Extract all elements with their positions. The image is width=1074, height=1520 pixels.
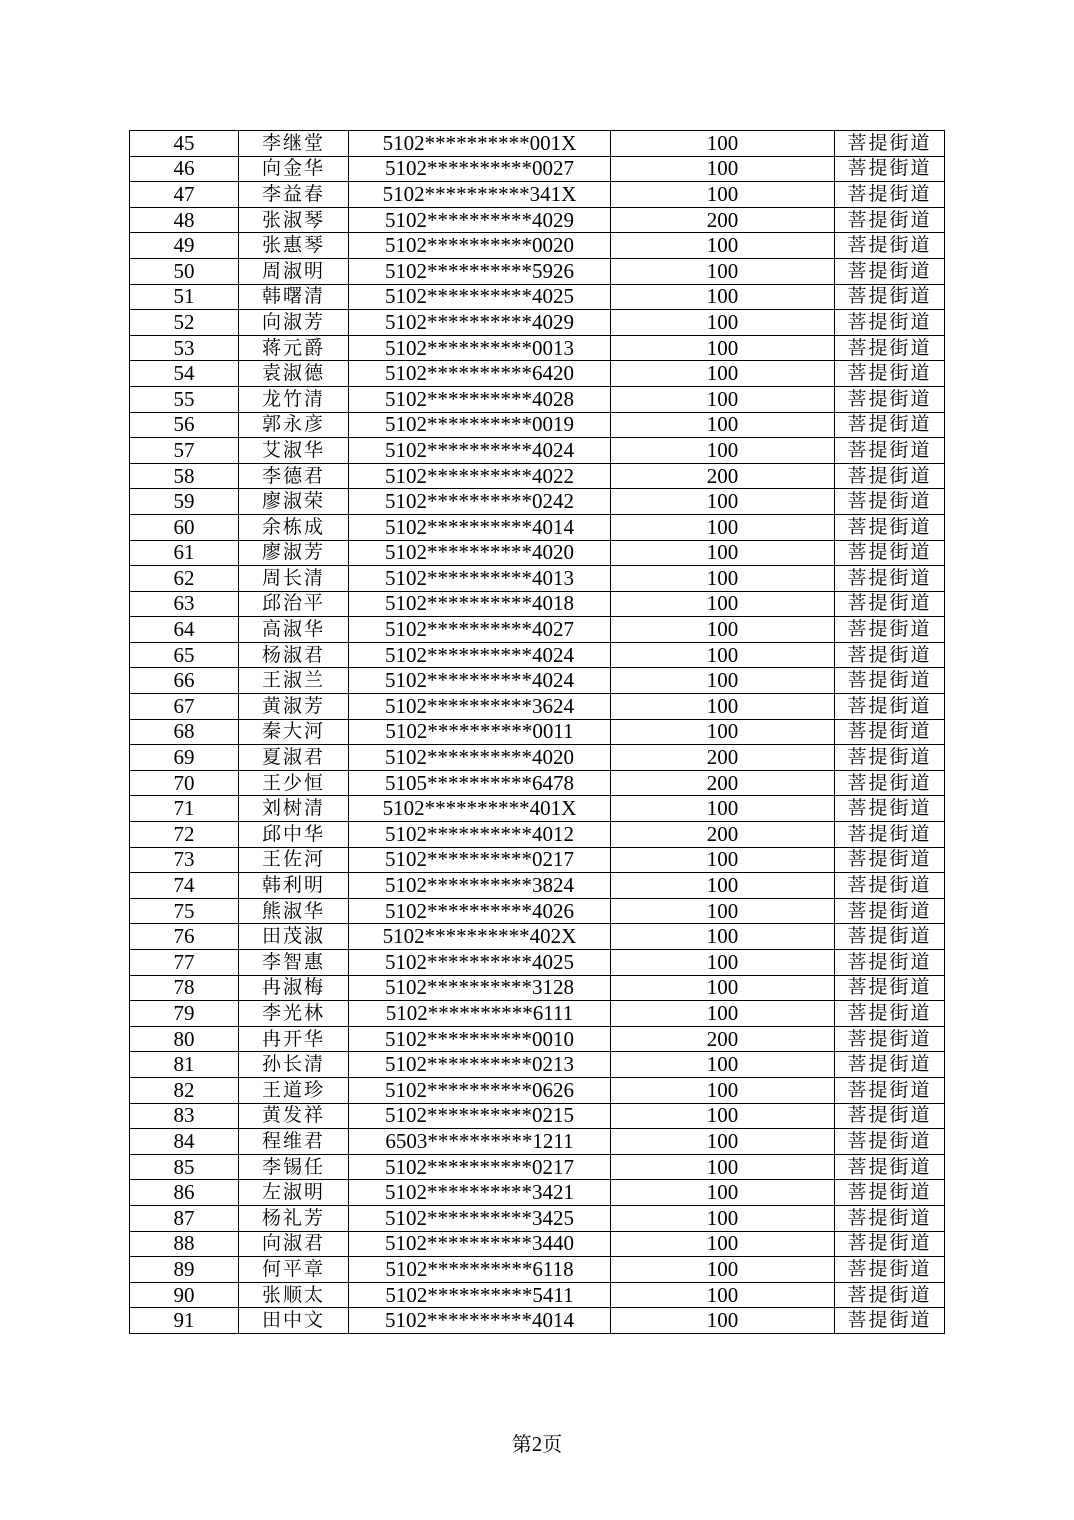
- table-row: [130, 1154, 945, 1180]
- table-row: [130, 642, 945, 668]
- table-row: [130, 463, 945, 489]
- table-row: [130, 514, 945, 540]
- row-number-cell: 50: [130, 258, 239, 284]
- id-number-cell: 5102**********6420: [349, 361, 611, 387]
- id-number-cell: 5102**********4026: [349, 898, 611, 924]
- amount-cell: 100: [611, 1001, 835, 1027]
- amount-cell: 100: [611, 847, 835, 873]
- district-cell: 菩提街道: [835, 540, 945, 566]
- row-number-cell: 73: [130, 847, 239, 873]
- table-row: [130, 1026, 945, 1052]
- person-name-cell: 韩利明: [239, 873, 349, 899]
- id-number-cell: 5102**********4024: [349, 668, 611, 694]
- id-number-cell: 5102**********4013: [349, 566, 611, 592]
- district-cell: 菩提街道: [835, 668, 945, 694]
- table-row: [130, 1052, 945, 1078]
- table-row: [130, 131, 945, 157]
- person-name-cell: 蒋元爵: [239, 335, 349, 361]
- table-row: [130, 1180, 945, 1206]
- person-name-cell: 周长清: [239, 566, 349, 592]
- id-number-cell: 5102**********341X: [349, 182, 611, 208]
- district-cell: 菩提街道: [835, 1103, 945, 1129]
- roster-body: [130, 131, 945, 1334]
- amount-cell: 100: [611, 386, 835, 412]
- amount-cell: 100: [611, 258, 835, 284]
- table-row: [130, 284, 945, 310]
- row-number-cell: 69: [130, 745, 239, 771]
- person-name-cell: 邱治平: [239, 591, 349, 617]
- table-row: [130, 694, 945, 720]
- table-row: [130, 1257, 945, 1283]
- person-name-cell: 杨淑君: [239, 642, 349, 668]
- person-name-cell: 李智惠: [239, 950, 349, 976]
- table-row: [130, 770, 945, 796]
- id-number-cell: 5102**********0027: [349, 156, 611, 182]
- row-number-cell: 82: [130, 1077, 239, 1103]
- person-name-cell: 夏淑君: [239, 745, 349, 771]
- amount-cell: 100: [611, 233, 835, 259]
- amount-cell: 100: [611, 873, 835, 899]
- table-row: [130, 668, 945, 694]
- page-number: 2: [531, 1432, 543, 1456]
- id-number-cell: 5102**********3425: [349, 1205, 611, 1231]
- id-number-cell: 5102**********4028: [349, 386, 611, 412]
- row-number-cell: 78: [130, 975, 239, 1001]
- person-name-cell: 张顺太: [239, 1282, 349, 1308]
- amount-cell: 200: [611, 770, 835, 796]
- id-number-cell: 5102**********0010: [349, 1026, 611, 1052]
- row-number-cell: 65: [130, 642, 239, 668]
- id-number-cell: 5102**********3128: [349, 975, 611, 1001]
- id-number-cell: 5102**********3624: [349, 694, 611, 720]
- district-cell: 菩提街道: [835, 438, 945, 464]
- id-number-cell: 5102**********4014: [349, 1308, 611, 1334]
- person-name-cell: 李德君: [239, 463, 349, 489]
- row-number-cell: 54: [130, 361, 239, 387]
- table-row: [130, 1308, 945, 1334]
- table-row: [130, 873, 945, 899]
- amount-cell: 100: [611, 284, 835, 310]
- row-number-cell: 70: [130, 770, 239, 796]
- table-row: [130, 258, 945, 284]
- amount-cell: 100: [611, 924, 835, 950]
- id-number-cell: 5102**********4020: [349, 745, 611, 771]
- district-cell: 菩提街道: [835, 1231, 945, 1257]
- table-row: [130, 233, 945, 259]
- district-cell: 菩提街道: [835, 1205, 945, 1231]
- person-name-cell: 李继堂: [239, 131, 349, 157]
- id-number-cell: 5102**********402X: [349, 924, 611, 950]
- district-cell: 菩提街道: [835, 463, 945, 489]
- amount-cell: 100: [611, 1308, 835, 1334]
- row-number-cell: 90: [130, 1282, 239, 1308]
- table-row: [130, 617, 945, 643]
- row-number-cell: 48: [130, 207, 239, 233]
- person-name-cell: 艾淑华: [239, 438, 349, 464]
- table-row: [130, 1282, 945, 1308]
- person-name-cell: 杨礼芳: [239, 1205, 349, 1231]
- person-name-cell: 王佐河: [239, 847, 349, 873]
- id-number-cell: 5102**********001X: [349, 131, 611, 157]
- amount-cell: 100: [611, 156, 835, 182]
- amount-cell: 100: [611, 566, 835, 592]
- row-number-cell: 45: [130, 131, 239, 157]
- id-number-cell: 5102**********4025: [349, 950, 611, 976]
- district-cell: 菩提街道: [835, 1154, 945, 1180]
- amount-cell: 100: [611, 668, 835, 694]
- district-cell: 菩提街道: [835, 284, 945, 310]
- row-number-cell: 67: [130, 694, 239, 720]
- person-name-cell: 李光林: [239, 1001, 349, 1027]
- table-row: [130, 489, 945, 515]
- district-cell: 菩提街道: [835, 617, 945, 643]
- row-number-cell: 60: [130, 514, 239, 540]
- district-cell: 菩提街道: [835, 873, 945, 899]
- person-name-cell: 王淑兰: [239, 668, 349, 694]
- person-name-cell: 黄淑芳: [239, 694, 349, 720]
- id-number-cell: 5102**********4027: [349, 617, 611, 643]
- amount-cell: 100: [611, 438, 835, 464]
- row-number-cell: 74: [130, 873, 239, 899]
- amount-cell: 100: [611, 412, 835, 438]
- table-row: [130, 847, 945, 873]
- row-number-cell: 63: [130, 591, 239, 617]
- amount-cell: 100: [611, 617, 835, 643]
- person-name-cell: 李锡任: [239, 1154, 349, 1180]
- person-name-cell: 向金华: [239, 156, 349, 182]
- table-row: [130, 1205, 945, 1231]
- district-cell: 菩提街道: [835, 310, 945, 336]
- row-number-cell: 55: [130, 386, 239, 412]
- district-cell: 菩提街道: [835, 233, 945, 259]
- table-row: [130, 1103, 945, 1129]
- row-number-cell: 51: [130, 284, 239, 310]
- person-name-cell: 冉开华: [239, 1026, 349, 1052]
- district-cell: 菩提街道: [835, 975, 945, 1001]
- district-cell: 菩提街道: [835, 412, 945, 438]
- amount-cell: 100: [611, 796, 835, 822]
- row-number-cell: 84: [130, 1129, 239, 1155]
- district-cell: 菩提街道: [835, 131, 945, 157]
- district-cell: 菩提街道: [835, 924, 945, 950]
- person-name-cell: 张惠琴: [239, 233, 349, 259]
- amount-cell: 100: [611, 1154, 835, 1180]
- page-footer-suffix: 页: [542, 1432, 563, 1456]
- row-number-cell: 53: [130, 335, 239, 361]
- row-number-cell: 88: [130, 1231, 239, 1257]
- district-cell: 菩提街道: [835, 1180, 945, 1206]
- row-number-cell: 89: [130, 1257, 239, 1283]
- person-name-cell: 何平章: [239, 1257, 349, 1283]
- person-name-cell: 黄发祥: [239, 1103, 349, 1129]
- person-name-cell: 孙长清: [239, 1052, 349, 1078]
- table-row: [130, 386, 945, 412]
- amount-cell: 100: [611, 975, 835, 1001]
- amount-cell: 100: [611, 131, 835, 157]
- row-number-cell: 58: [130, 463, 239, 489]
- row-number-cell: 46: [130, 156, 239, 182]
- amount-cell: 100: [611, 335, 835, 361]
- row-number-cell: 47: [130, 182, 239, 208]
- district-cell: 菩提街道: [835, 1257, 945, 1283]
- id-number-cell: 5102**********4022: [349, 463, 611, 489]
- id-number-cell: 5102**********5411: [349, 1282, 611, 1308]
- person-name-cell: 韩曙清: [239, 284, 349, 310]
- id-number-cell: 5102**********4014: [349, 514, 611, 540]
- id-number-cell: 5102**********6118: [349, 1257, 611, 1283]
- row-number-cell: 80: [130, 1026, 239, 1052]
- id-number-cell: 5102**********0626: [349, 1077, 611, 1103]
- table-row: [130, 975, 945, 1001]
- id-number-cell: 5102**********4029: [349, 310, 611, 336]
- id-number-cell: 6503**********1211: [349, 1129, 611, 1155]
- row-number-cell: 64: [130, 617, 239, 643]
- row-number-cell: 77: [130, 950, 239, 976]
- page-footer-prefix: 第: [511, 1432, 532, 1456]
- amount-cell: 100: [611, 1052, 835, 1078]
- id-number-cell: 5102**********4029: [349, 207, 611, 233]
- amount-cell: 100: [611, 1257, 835, 1283]
- id-number-cell: 5102**********0020: [349, 233, 611, 259]
- id-number-cell: 5102**********3440: [349, 1231, 611, 1257]
- district-cell: 菩提街道: [835, 642, 945, 668]
- district-cell: 菩提街道: [835, 182, 945, 208]
- person-name-cell: 廖淑荣: [239, 489, 349, 515]
- person-name-cell: 龙竹清: [239, 386, 349, 412]
- row-number-cell: 52: [130, 310, 239, 336]
- row-number-cell: 66: [130, 668, 239, 694]
- table-row: [130, 566, 945, 592]
- row-number-cell: 86: [130, 1180, 239, 1206]
- amount-cell: 100: [611, 950, 835, 976]
- row-number-cell: 72: [130, 822, 239, 848]
- amount-cell: 100: [611, 310, 835, 336]
- id-number-cell: 5105**********6478: [349, 770, 611, 796]
- amount-cell: 200: [611, 207, 835, 233]
- table-row: [130, 950, 945, 976]
- person-name-cell: 刘树清: [239, 796, 349, 822]
- id-number-cell: 5102**********6111: [349, 1001, 611, 1027]
- roster-table: [129, 130, 945, 1334]
- person-name-cell: 冉淑梅: [239, 975, 349, 1001]
- person-name-cell: 程维君: [239, 1129, 349, 1155]
- table-row: [130, 719, 945, 745]
- table-row: [130, 540, 945, 566]
- district-cell: 菩提街道: [835, 156, 945, 182]
- district-cell: 菩提街道: [835, 898, 945, 924]
- district-cell: 菩提街道: [835, 719, 945, 745]
- id-number-cell: 5102**********4020: [349, 540, 611, 566]
- amount-cell: 100: [611, 898, 835, 924]
- person-name-cell: 郭永彦: [239, 412, 349, 438]
- id-number-cell: 5102**********0213: [349, 1052, 611, 1078]
- person-name-cell: 左淑明: [239, 1180, 349, 1206]
- table-row: [130, 591, 945, 617]
- person-name-cell: 王少恒: [239, 770, 349, 796]
- id-number-cell: 5102**********401X: [349, 796, 611, 822]
- district-cell: 菩提街道: [835, 258, 945, 284]
- row-number-cell: 56: [130, 412, 239, 438]
- row-number-cell: 59: [130, 489, 239, 515]
- row-number-cell: 61: [130, 540, 239, 566]
- district-cell: 菩提街道: [835, 335, 945, 361]
- row-number-cell: 87: [130, 1205, 239, 1231]
- row-number-cell: 71: [130, 796, 239, 822]
- row-number-cell: 75: [130, 898, 239, 924]
- amount-cell: 100: [611, 514, 835, 540]
- amount-cell: 100: [611, 1205, 835, 1231]
- table-row: [130, 310, 945, 336]
- person-name-cell: 余栋成: [239, 514, 349, 540]
- table-row: [130, 1129, 945, 1155]
- district-cell: 菩提街道: [835, 514, 945, 540]
- id-number-cell: 5102**********4025: [349, 284, 611, 310]
- id-number-cell: 5102**********4024: [349, 642, 611, 668]
- amount-cell: 200: [611, 463, 835, 489]
- person-name-cell: 田茂淑: [239, 924, 349, 950]
- amount-cell: 100: [611, 719, 835, 745]
- district-cell: 菩提街道: [835, 694, 945, 720]
- amount-cell: 100: [611, 694, 835, 720]
- district-cell: 菩提街道: [835, 361, 945, 387]
- district-cell: 菩提街道: [835, 207, 945, 233]
- row-number-cell: 62: [130, 566, 239, 592]
- table-row: [130, 745, 945, 771]
- amount-cell: 100: [611, 1180, 835, 1206]
- amount-cell: 200: [611, 1026, 835, 1052]
- district-cell: 菩提街道: [835, 822, 945, 848]
- person-name-cell: 田中文: [239, 1308, 349, 1334]
- amount-cell: 100: [611, 540, 835, 566]
- person-name-cell: 高淑华: [239, 617, 349, 643]
- table-row: [130, 335, 945, 361]
- district-cell: 菩提街道: [835, 1026, 945, 1052]
- district-cell: 菩提街道: [835, 847, 945, 873]
- table-row: [130, 207, 945, 233]
- person-name-cell: 熊淑华: [239, 898, 349, 924]
- page-footer: [0, 1428, 1074, 1457]
- district-cell: 菩提街道: [835, 796, 945, 822]
- amount-cell: 200: [611, 822, 835, 848]
- table-row: [130, 182, 945, 208]
- id-number-cell: 5102**********5926: [349, 258, 611, 284]
- table-row: [130, 361, 945, 387]
- id-number-cell: 5102**********4024: [349, 438, 611, 464]
- district-cell: 菩提街道: [835, 745, 945, 771]
- table-row: [130, 796, 945, 822]
- id-number-cell: 5102**********3421: [349, 1180, 611, 1206]
- person-name-cell: 秦大河: [239, 719, 349, 745]
- amount-cell: 100: [611, 1129, 835, 1155]
- district-cell: 菩提街道: [835, 386, 945, 412]
- id-number-cell: 5102**********0217: [349, 847, 611, 873]
- person-name-cell: 周淑明: [239, 258, 349, 284]
- amount-cell: 100: [611, 361, 835, 387]
- person-name-cell: 张淑琴: [239, 207, 349, 233]
- id-number-cell: 5102**********0013: [349, 335, 611, 361]
- row-number-cell: 85: [130, 1154, 239, 1180]
- person-name-cell: 向淑芳: [239, 310, 349, 336]
- row-number-cell: 79: [130, 1001, 239, 1027]
- table-row: [130, 822, 945, 848]
- district-cell: 菩提街道: [835, 1129, 945, 1155]
- district-cell: 菩提街道: [835, 566, 945, 592]
- id-number-cell: 5102**********0215: [349, 1103, 611, 1129]
- id-number-cell: 5102**********3824: [349, 873, 611, 899]
- amount-cell: 100: [611, 1231, 835, 1257]
- id-number-cell: 5102**********4018: [349, 591, 611, 617]
- person-name-cell: 廖淑芳: [239, 540, 349, 566]
- district-cell: 菩提街道: [835, 770, 945, 796]
- table-row: [130, 412, 945, 438]
- id-number-cell: 5102**********0217: [349, 1154, 611, 1180]
- amount-cell: 100: [611, 642, 835, 668]
- table-row: [130, 1077, 945, 1103]
- person-name-cell: 向淑君: [239, 1231, 349, 1257]
- person-name-cell: 袁淑德: [239, 361, 349, 387]
- row-number-cell: 76: [130, 924, 239, 950]
- district-cell: 菩提街道: [835, 1077, 945, 1103]
- amount-cell: 100: [611, 591, 835, 617]
- amount-cell: 100: [611, 489, 835, 515]
- district-cell: 菩提街道: [835, 1282, 945, 1308]
- person-name-cell: 李益春: [239, 182, 349, 208]
- district-cell: 菩提街道: [835, 489, 945, 515]
- row-number-cell: 57: [130, 438, 239, 464]
- id-number-cell: 5102**********0019: [349, 412, 611, 438]
- amount-cell: 100: [611, 182, 835, 208]
- person-name-cell: 王道珍: [239, 1077, 349, 1103]
- table-row: [130, 898, 945, 924]
- table-row: [130, 924, 945, 950]
- row-number-cell: 91: [130, 1308, 239, 1334]
- person-name-cell: 邱中华: [239, 822, 349, 848]
- district-cell: 菩提街道: [835, 1001, 945, 1027]
- amount-cell: 100: [611, 1282, 835, 1308]
- district-cell: 菩提街道: [835, 1308, 945, 1334]
- district-cell: 菩提街道: [835, 950, 945, 976]
- id-number-cell: 5102**********0011: [349, 719, 611, 745]
- row-number-cell: 49: [130, 233, 239, 259]
- district-cell: 菩提街道: [835, 591, 945, 617]
- amount-cell: 100: [611, 1103, 835, 1129]
- amount-cell: 200: [611, 745, 835, 771]
- table-row: [130, 1001, 945, 1027]
- table-row: [130, 1231, 945, 1257]
- row-number-cell: 81: [130, 1052, 239, 1078]
- table-row: [130, 156, 945, 182]
- amount-cell: 100: [611, 1077, 835, 1103]
- table-row: [130, 438, 945, 464]
- row-number-cell: 68: [130, 719, 239, 745]
- district-cell: 菩提街道: [835, 1052, 945, 1078]
- row-number-cell: 83: [130, 1103, 239, 1129]
- id-number-cell: 5102**********4012: [349, 822, 611, 848]
- id-number-cell: 5102**********0242: [349, 489, 611, 515]
